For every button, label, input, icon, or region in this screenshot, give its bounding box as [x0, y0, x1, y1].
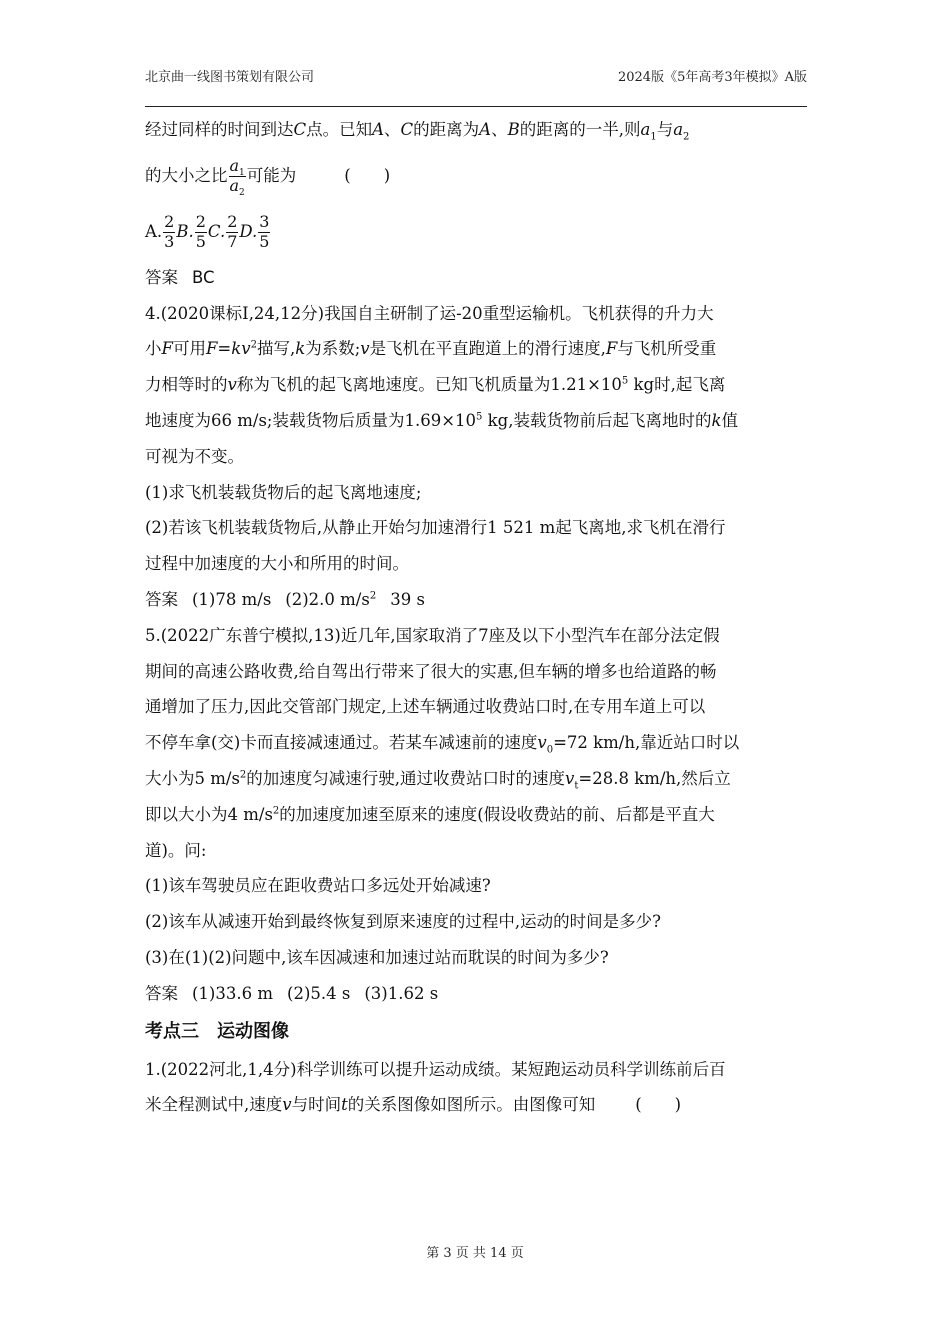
q4-line-4: 地速度为66 m/s;装载货物后质量为$1.69\times 10^5$ kg,装载货物前后起飞离地时的k值 — [145, 410, 738, 430]
option-d: D. $\frac{3}{5}$ — [239, 212, 270, 251]
answer-label: 答案 — [145, 267, 178, 287]
q3-answer — [145, 260, 807, 296]
q4-part-2-line-1: (2)若该飞机装载货物后,从静止开始匀加速滑行1 521 m起飞离地,求飞机在滑行 — [145, 518, 726, 538]
answer-blank: ( ) — [635, 1095, 682, 1115]
q4-part-2-line-2: 过程中加速度的大小和所用的时间。 — [145, 554, 409, 574]
answer-blank: ( ) — [344, 165, 391, 185]
q5-part-1: (1)该车驾驶员应在距收费站口多远处开始减速? — [145, 876, 491, 896]
answer-label: 答案 — [145, 589, 178, 609]
answer-value: BC — [192, 267, 215, 287]
q3-text-line-1: 经过同样的时间到达C点。已知A、C的距离为A、B的距离的一半,则$a_1$与$a_2$ — [145, 120, 690, 143]
q4-line-5: 可视为不变。 — [145, 446, 244, 466]
q5-answer: 答案 (1)33.6 m (2)5.4 s (3)1.62 s — [145, 983, 439, 1003]
section-heading: 考点三 运动图像 — [145, 1020, 289, 1042]
q5-line-7: 道)。问: — [145, 840, 207, 860]
s3q1-line-2: 米全程测试中,速度v与时间t的关系图像如图所示。由图像可知 ( ) — [145, 1095, 682, 1115]
option-a: A. $\frac{2}{3}$ — [145, 212, 175, 251]
page-footer: 第 3 页 共 14 页 — [426, 1246, 524, 1261]
ratio-fraction: $\frac{a_1}{a_2}$ — [229, 156, 245, 198]
q3-text-line-2: 的大小之比 $\frac{a_1}{a_2}$ 可能为 ( ) — [145, 156, 391, 198]
q5-line-1: 5.(2022广东普宁模拟,13)近几年,国家取消了7座及以下小型汽车在部分法定假 — [145, 625, 720, 645]
q5-line-5: 大小为5 $m/s^2$的加速度匀减速行驶,通过收费站口时的速度$v_t=28.8$ km/h,然后立 — [145, 768, 731, 792]
page-content — [145, 112, 807, 1123]
option-b: B. $\frac{2}{5}$ — [176, 212, 206, 251]
q4-line-2: 小F可用$F=kv^2$描写,k为系数;v是飞机在平直跑道上的滑行速度,F与飞机所受重 — [145, 339, 717, 359]
q5-line-3: 通增加了压力,因此交管部门规定,上述车辆通过收费站口时,在专用车道上可以 — [145, 697, 706, 717]
s3q1-line-1: 1.(2022河北,1,4分)科学训练可以提升运动成绩。某短跑运动员科学训练前后百 — [145, 1059, 726, 1079]
answer-label: 答案 — [145, 983, 178, 1003]
q3-options — [145, 204, 807, 260]
q4-line-3: 力相等时的v称为飞机的起飞离地速度。已知飞机质量为$1.21\times 10^5$ kg时,起飞离 — [145, 375, 726, 395]
header-divider — [145, 106, 807, 107]
header-book-title: 2024版《5年高考3年模拟》A版 — [617, 70, 807, 85]
q5-line-4: 不停车拿(交)卡而直接减速通过。若某车减速前的速度$v_0=72$ km/h,靠近站口时以 — [145, 733, 740, 756]
q5-part-3: (3)在(1)(2)问题中,该车因减速和加速过站而耽误的时间为多少? — [145, 947, 609, 967]
q4-answer: 答案 (1)78 m/s (2)2.0 $m/s^2$ 39 s — [145, 589, 425, 609]
q4-line-1: 4.(2020课标Ⅰ,24,12分)我国自主研制了运-20重型运输机。飞机获得的升力大 — [145, 303, 714, 323]
q5-part-2: (2)该车从减速开始到最终恢复到原来速度的过程中,运动的时间是多少? — [145, 912, 661, 932]
q4-part-1: (1)求飞机装载货物后的起飞离地速度; — [145, 482, 422, 502]
header-publisher: 北京曲一线图书策划有限公司 — [145, 70, 315, 85]
q5-line-2: 期间的高速公路收费,给自驾出行带来了很大的实惠,但车辆的增多也给道路的畅 — [145, 661, 717, 681]
option-c: C. $\frac{2}{7}$ — [207, 212, 238, 251]
q5-line-6: 即以大小为4 $m/s^2$的加速度加速至原来的速度(假设收费站的前、后都是平直大 — [145, 804, 715, 824]
